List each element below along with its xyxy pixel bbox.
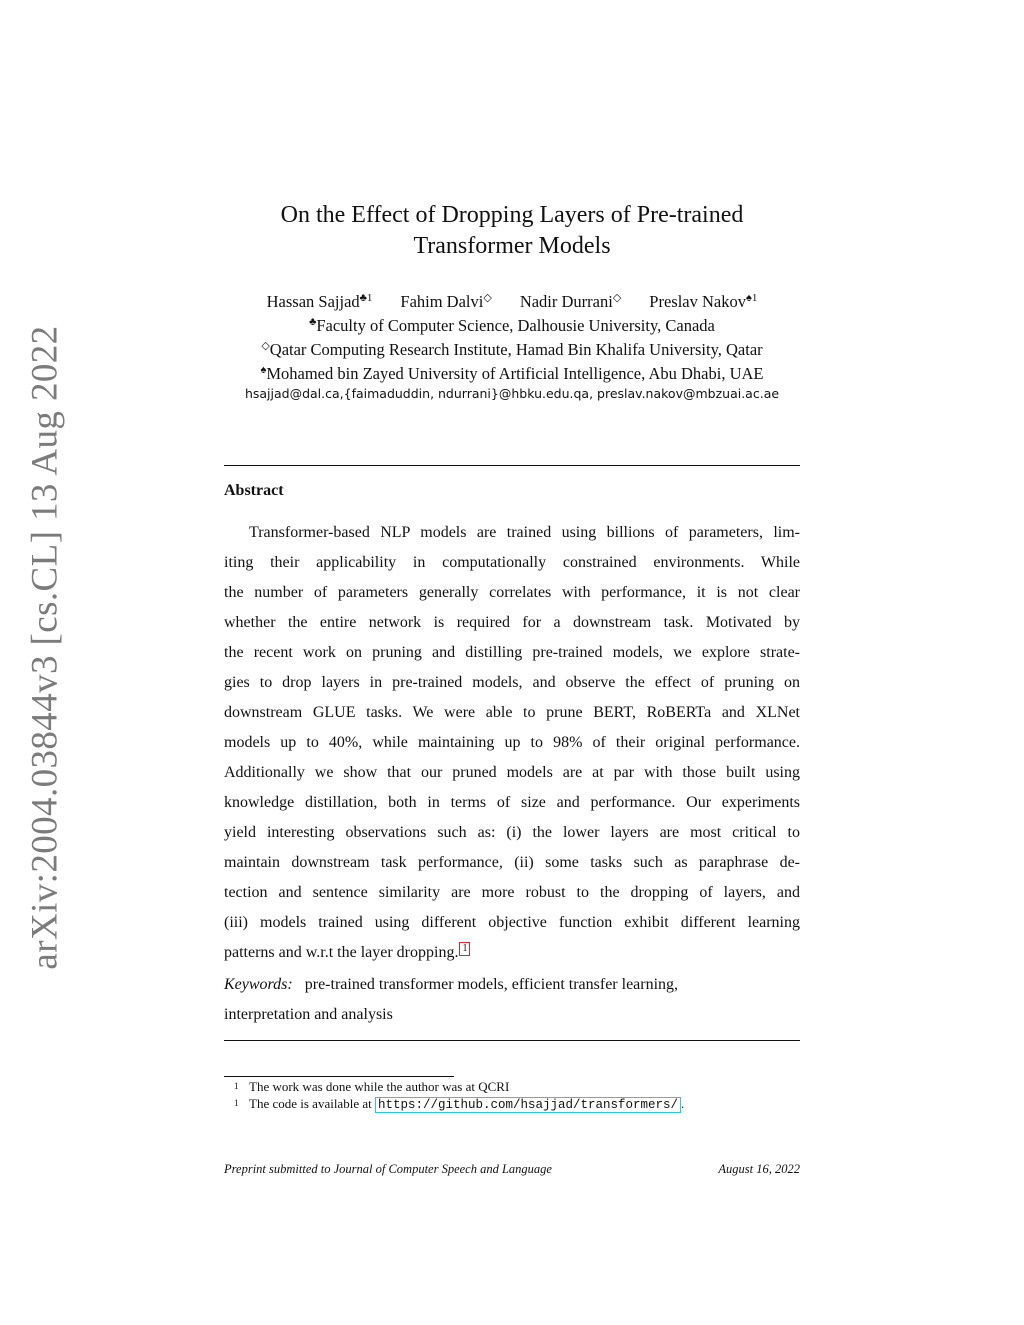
abstract-line: (iii) models trained using different objective function exhibit different learning bbox=[224, 914, 800, 931]
abstract-line: Additionally we show that our pruned models are at par with those built using bbox=[224, 764, 800, 781]
abstract-line: models up to 40%, while maintaining up to 98% of their original performance. bbox=[224, 734, 800, 751]
abstract-heading: Abstract bbox=[224, 482, 284, 499]
abstract-line: Transformer-based NLP models are trained using billions of parameters, lim- bbox=[249, 524, 800, 541]
keywords bbox=[224, 970, 800, 1030]
abstract-line: the recent work on pruning and distilling pre-trained models, we explore strate- bbox=[224, 644, 800, 661]
footnote-rule bbox=[224, 1076, 454, 1077]
abstract-line: iting their applicability in computationally constrained environments. While bbox=[224, 554, 800, 571]
abstract-top-rule bbox=[224, 465, 800, 466]
keywords-text: pre-trained transformer models, efficient transfer learning, bbox=[304, 976, 679, 993]
keywords-label: Keywords: bbox=[224, 976, 293, 993]
author-list bbox=[224, 288, 800, 312]
footnote: 1 The work was done while the author was at QCRI bbox=[234, 1079, 510, 1094]
abstract-line: whether the entire network is required for a downstream task. Motivated by bbox=[224, 614, 800, 631]
abstract-line: gies to drop layers in pre-trained models, and observe the effect of pruning on bbox=[224, 674, 800, 691]
abstract-bottom-rule bbox=[224, 1040, 800, 1041]
affiliation: ♠Mohamed bin Zayed University of Artificial Intelligence, Abu Dhabi, UAE bbox=[260, 364, 764, 383]
author-name: Preslav Nakov$^{♠1}$ bbox=[649, 292, 758, 311]
author-emails: hsajjad@dal.ca,{faimaduddin, ndurrani}@hbku.edu.qa, preslav.nakov@mbzuai.ac.ae bbox=[244, 386, 780, 401]
footnotes bbox=[234, 1078, 685, 1114]
keywords-text: interpretation and analysis bbox=[224, 1006, 393, 1023]
author-name: Hassan Sajjad$^{♣1}$ bbox=[266, 292, 373, 311]
author-name: Nadir Durrani◇ bbox=[519, 292, 622, 311]
abstract-line: maintain downstream task performance, (ii) some tasks such as paraphrase de- bbox=[224, 854, 800, 871]
footnote: 1 The code is available at https://github.com/hsajjad/transformers/ . bbox=[234, 1096, 685, 1112]
affiliation: ♣Faculty of Computer Science, Dalhousie University, Canada bbox=[309, 316, 715, 335]
abstract-line: the number of parameters generally correlates with performance, it is not clear bbox=[224, 584, 800, 601]
paper-title-line-2: Transformer Models bbox=[413, 233, 611, 259]
paper-title-line-1: On the Effect of Dropping Layers of Pre-trained bbox=[280, 202, 744, 228]
affiliation: ◇Qatar Computing Research Institute, Hamad Bin Khalifa University, Qatar bbox=[261, 340, 763, 359]
arxiv-identifier-text: arXiv:2004.03844v3 [cs.CL] 13 Aug 2022 bbox=[24, 324, 66, 970]
preprint-footer bbox=[224, 1162, 800, 1177]
preprint-journal: Preprint submitted to Journal of Computer Speech and Language bbox=[224, 1162, 552, 1176]
footnote-reference-link[interactable]: 1 bbox=[459, 942, 470, 956]
paper-title bbox=[224, 200, 800, 262]
abstract-line: tection and sentence similarity are more robust to the dropping of layers, and bbox=[224, 884, 800, 901]
code-repository-link[interactable]: https://github.com/hsajjad/transformers/ bbox=[375, 1097, 681, 1113]
abstract-line: knowledge distillation, both in terms of size and performance. Our experiments bbox=[224, 794, 800, 811]
author-block bbox=[224, 288, 800, 404]
preprint-date: August 16, 2022 bbox=[718, 1162, 800, 1176]
abstract-line: yield interesting observations such as: (i) the lower layers are most critical to bbox=[224, 824, 800, 841]
author-name: Fahim Dalvi◇ bbox=[400, 292, 492, 311]
abstract-last-line: patterns and w.r.t the layer dropping. 1 bbox=[224, 938, 800, 968]
abstract-line: downstream GLUE tasks. We were able to prune BERT, RoBERTa and XLNet bbox=[224, 704, 800, 721]
arxiv-identifier-stamp bbox=[22, 324, 68, 970]
abstract-body bbox=[224, 518, 800, 968]
